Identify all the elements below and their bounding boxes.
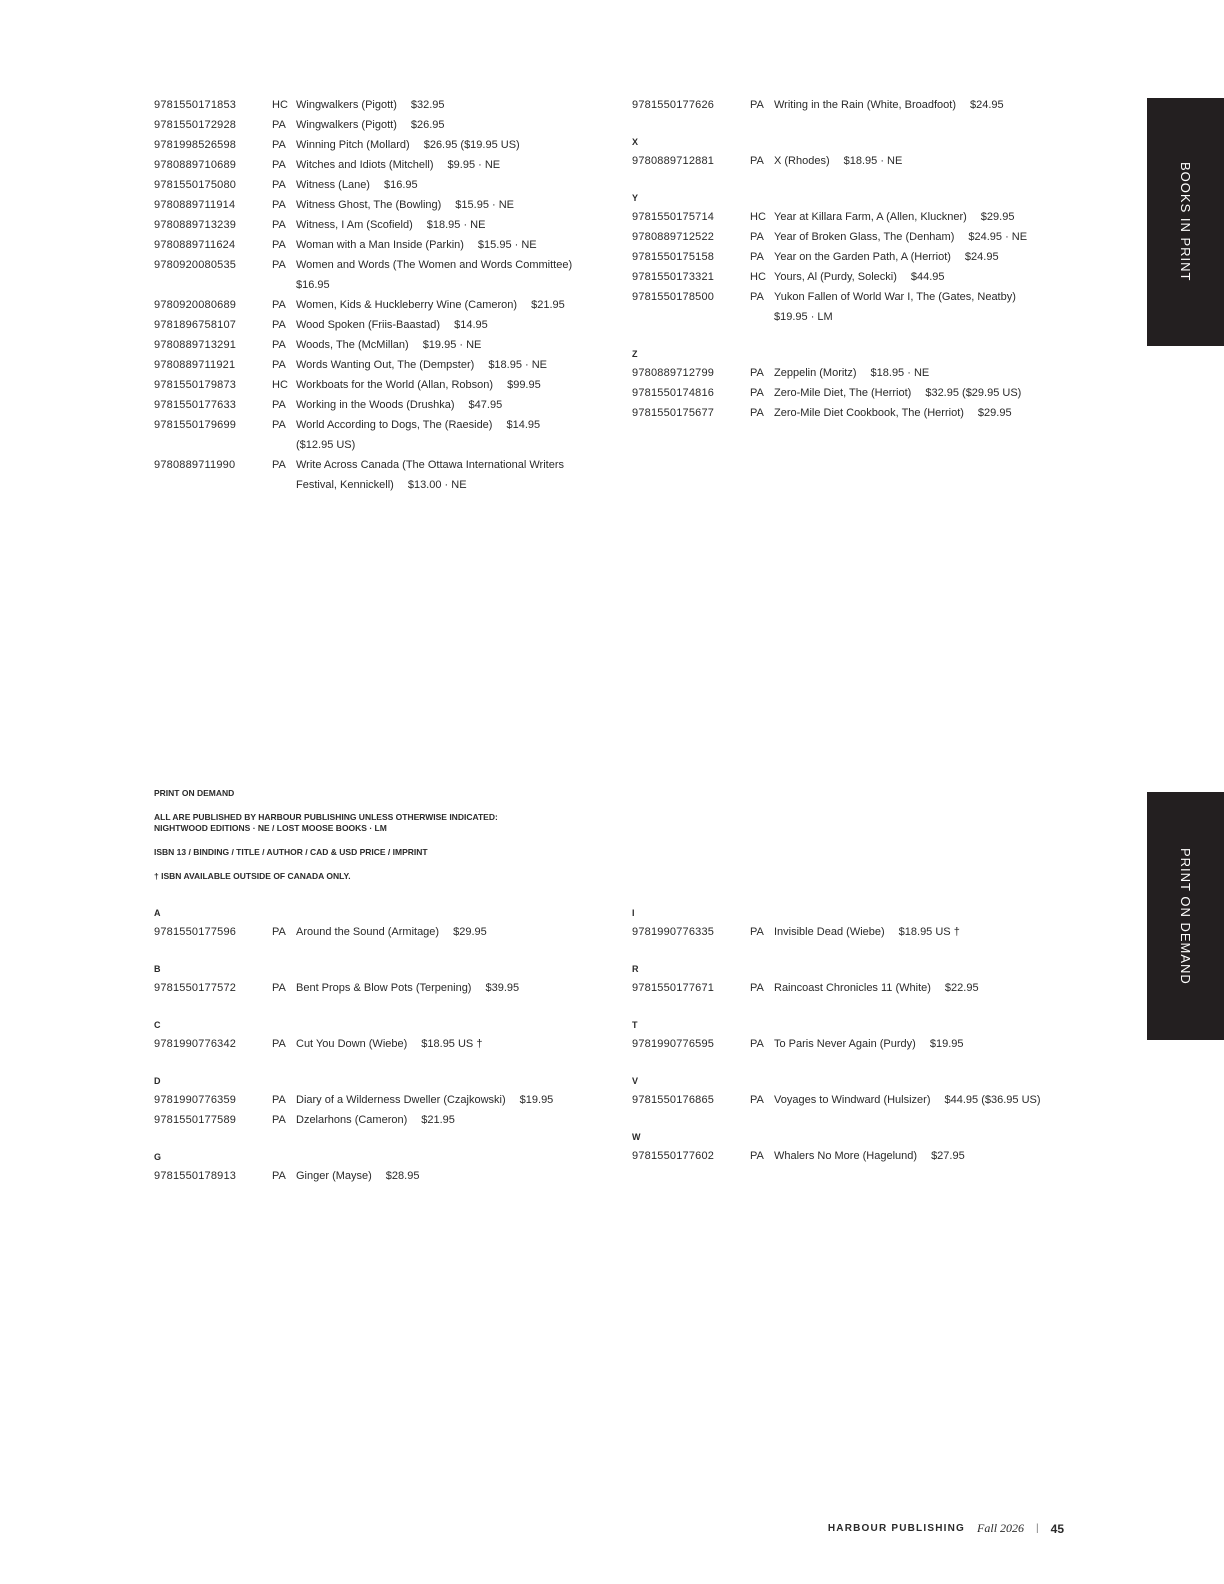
section-letter: Y (632, 193, 639, 203)
isbn: 9781550175158 (632, 251, 715, 263)
book-price: $29.95 (453, 926, 487, 938)
book-title: Diary of a Wilderness Dweller (Czajkowski) (296, 1094, 506, 1106)
isbn: 9781990776342 (154, 1038, 237, 1050)
binding: PA (272, 159, 286, 171)
isbn: 9780889711624 (154, 239, 236, 251)
book-price: $29.95 (977, 407, 1012, 419)
book-row (154, 315, 574, 335)
book-price: $21.95 (421, 1114, 455, 1126)
binding: PA (750, 99, 764, 111)
book-row (632, 247, 1072, 267)
isbn: 9781550177602 (632, 1150, 715, 1162)
book-description (296, 255, 574, 295)
book-title: Bent Props & Blow Pots (Terpening) (296, 982, 472, 994)
book-price: $44.95 (910, 271, 945, 283)
section-letter: V (632, 1076, 639, 1086)
book-title: Invisible Dead (Wiebe) (774, 926, 885, 938)
binding: HC (272, 379, 288, 391)
book-price: $15.95 · NE (455, 199, 514, 211)
book-price: $39.95 (485, 982, 520, 994)
book-title: Wingwalkers (Pigott) (296, 99, 397, 111)
binding: PA (750, 1038, 764, 1050)
book-price: $21.95 (531, 299, 565, 311)
isbn: 9780889711914 (154, 199, 236, 211)
book-description (296, 295, 574, 315)
isbn: 9781550179699 (154, 419, 237, 431)
book-row (154, 455, 574, 495)
books-in-print-tab[interactable] (1147, 98, 1224, 346)
book-row (154, 375, 574, 395)
book-title: Around the Sound (Armitage) (296, 926, 440, 938)
isbn: 9780889713291 (154, 339, 237, 351)
section-letter: I (632, 908, 635, 918)
book-row (154, 115, 574, 135)
book-row (632, 1034, 1072, 1054)
book-description (774, 227, 1072, 247)
binding: PA (750, 407, 764, 419)
book-price: $18.95 US † (898, 926, 960, 938)
book-title: X (Rhodes) (774, 155, 830, 167)
book-title: Working in the Woods (Drushka) (296, 399, 455, 411)
binding: PA (750, 251, 764, 263)
page-number: 45 (1050, 1521, 1064, 1536)
book-description (296, 1166, 574, 1186)
book-description (296, 235, 574, 255)
binding: PA (750, 1150, 764, 1162)
pod-left-column (154, 904, 574, 1186)
book-description (774, 383, 1072, 403)
book-title: Woman with a Man Inside (Parkin) (296, 239, 464, 251)
book-title: Zero-Mile Diet Cookbook, The (Herriot) (774, 407, 964, 419)
isbn: 9781550174816 (632, 387, 715, 399)
isbn: 9781550171853 (154, 99, 237, 111)
book-title: To Paris Never Again (Purdy) (774, 1038, 916, 1050)
book-title: Witness (Lane) (296, 179, 370, 191)
book-price: $16.95 (383, 179, 418, 191)
book-row (632, 978, 1072, 998)
book-price: $26.95 ($19.95 US) (423, 139, 520, 151)
footer-separator: | (1036, 1523, 1039, 1534)
binding: PA (272, 139, 286, 151)
section-letter: G (154, 1152, 162, 1162)
book-price: $32.95 (410, 99, 445, 111)
binding: PA (272, 319, 286, 331)
book-description (774, 151, 1072, 171)
section-letter: C (154, 1020, 161, 1030)
isbn: 9780889711921 (154, 359, 236, 371)
book-title: Year on the Garden Path, A (Herriot) (774, 251, 951, 263)
isbn: 9781550175080 (154, 179, 237, 191)
book-title: Write Across Canada (The Ottawa International Writers Festival, Kennickell) (296, 459, 564, 491)
binding: PA (272, 179, 286, 191)
footer-publisher: HARBOUR PUBLISHING (827, 1523, 966, 1534)
binding: PA (750, 926, 764, 938)
book-description (774, 922, 1072, 942)
binding: PA (750, 1094, 764, 1106)
book-description (774, 267, 1072, 287)
book-title: Wood Spoken (Friis-Baastad) (296, 319, 441, 331)
book-row (632, 1146, 1072, 1166)
book-row (154, 95, 574, 115)
book-title: Ginger (Mayse) (296, 1170, 372, 1182)
binding: PA (272, 119, 286, 131)
book-price: $15.95 · NE (477, 239, 537, 251)
section-letter: Z (632, 349, 638, 359)
binding: PA (272, 1114, 286, 1126)
isbn: 9781550177633 (154, 399, 237, 411)
binding: PA (750, 982, 764, 994)
isbn: 9780889712881 (632, 155, 715, 167)
isbn: 9780920080535 (154, 259, 237, 271)
book-title: Zeppelin (Moritz) (774, 367, 857, 379)
section-letter: T (632, 1020, 638, 1030)
book-description (296, 1034, 574, 1054)
bip-left-column (154, 95, 574, 495)
isbn: 9781990776595 (632, 1038, 715, 1050)
book-price: $28.95 (385, 1170, 420, 1182)
book-row (154, 175, 574, 195)
isbn: 9781550179873 (154, 379, 237, 391)
pod-title: PRINT ON DEMAND (154, 788, 235, 798)
book-row (154, 195, 574, 215)
book-description (296, 315, 574, 335)
book-description (296, 115, 574, 135)
binding: PA (272, 459, 286, 471)
book-title: Witches and Idiots (Mitchell) (296, 159, 434, 171)
book-description (774, 403, 1072, 423)
binding: HC (272, 99, 288, 111)
book-row (632, 403, 1072, 423)
book-row (154, 978, 574, 998)
book-description (774, 207, 1072, 227)
book-title: Zero-Mile Diet, The (Herriot) (774, 387, 912, 399)
pod-publisher-note (154, 812, 498, 834)
book-row (632, 267, 1072, 287)
binding: PA (272, 399, 286, 411)
isbn: 9781990776335 (632, 926, 715, 938)
book-description (774, 95, 1072, 115)
book-price: $19.95 · NE (422, 339, 482, 351)
book-description (296, 455, 574, 495)
isbn: 9781550173321 (632, 271, 715, 283)
book-row (154, 335, 574, 355)
section-letter: D (154, 1076, 161, 1086)
book-title: Wingwalkers (Pigott) (296, 119, 397, 131)
book-description (774, 247, 1072, 267)
pod-right-column (632, 904, 1072, 1166)
binding: PA (272, 419, 286, 431)
book-row (154, 135, 574, 155)
book-row (154, 235, 574, 255)
book-row (632, 95, 1072, 115)
book-row (632, 151, 1072, 171)
book-description (296, 978, 574, 998)
book-price: $27.95 (931, 1150, 965, 1162)
isbn: 9781550177596 (154, 926, 237, 938)
isbn: 9781896758107 (154, 319, 237, 331)
book-price: $19.95 · LM (774, 311, 833, 323)
book-description (774, 1090, 1072, 1110)
binding: PA (750, 387, 764, 399)
book-price: $18.95 · NE (488, 359, 548, 371)
isbn: 9781550176865 (632, 1094, 715, 1106)
pod-header (154, 788, 498, 895)
isbn: 9780889712522 (632, 231, 715, 243)
binding: PA (750, 155, 764, 167)
book-price: $22.95 (944, 982, 979, 994)
book-price: $47.95 (468, 399, 503, 411)
pod-columns-legend: ISBN 13 / BINDING / TITLE / AUTHOR / CAD & USD PRICE / IMPRINT (154, 847, 428, 857)
book-row (154, 1166, 574, 1186)
book-description (296, 175, 574, 195)
book-title: Whalers No More (Hagelund) (774, 1150, 918, 1162)
book-row (154, 1034, 574, 1054)
book-row (154, 155, 574, 175)
book-price: $14.95 (454, 319, 488, 331)
book-description (296, 195, 574, 215)
book-row (154, 922, 574, 942)
book-title: Voyages to Windward (Hulsizer) (774, 1094, 931, 1106)
book-price: $24.95 (964, 251, 999, 263)
book-description (296, 395, 574, 415)
isbn: 9780889710689 (154, 159, 237, 171)
book-price: $18.95 · NE (870, 367, 930, 379)
book-title: Witness Ghost, The (Bowling) (296, 199, 442, 211)
binding: PA (272, 1038, 286, 1050)
book-price: $18.95 · NE (426, 219, 486, 231)
section-letter: B (154, 964, 161, 974)
book-title: Writing in the Rain (White, Broadfoot) (774, 99, 956, 111)
book-price: $14.95 ($12.95 US) (296, 419, 541, 451)
book-price: $13.00 · NE (407, 479, 467, 491)
isbn: 9781550172928 (154, 119, 237, 131)
book-description (774, 1034, 1072, 1054)
book-title: Witness, I Am (Scofield) (296, 219, 413, 231)
binding: PA (750, 231, 764, 243)
binding: PA (272, 339, 286, 351)
book-title: Workboats for the World (Allan, Robson) (296, 379, 494, 391)
book-title: Winning Pitch (Mollard) (296, 139, 410, 151)
book-description (774, 287, 1072, 327)
book-title: Dzelarhons (Cameron) (296, 1114, 408, 1126)
isbn: 9780889712799 (632, 367, 715, 379)
book-row (154, 415, 574, 455)
binding: HC (750, 271, 766, 283)
isbn: 9781550177626 (632, 99, 715, 111)
book-description (296, 922, 574, 942)
isbn: 9781998526598 (154, 139, 237, 151)
binding: PA (750, 367, 764, 379)
book-description (296, 375, 574, 395)
binding: PA (272, 359, 286, 371)
book-price: $18.95 · NE (843, 155, 903, 167)
book-row (154, 355, 574, 375)
book-price: $32.95 ($29.95 US) (925, 387, 1022, 399)
book-row (632, 1090, 1072, 1110)
book-description (296, 95, 574, 115)
section-letter: A (154, 908, 161, 918)
book-price: $99.95 (507, 379, 541, 391)
book-description (296, 355, 574, 375)
book-price: $24.95 · NE (968, 231, 1028, 243)
book-title: Year of Broken Glass, The (Denham) (774, 231, 955, 243)
book-price: $24.95 (969, 99, 1004, 111)
book-price: $19.95 (519, 1094, 554, 1106)
isbn: 9781550175714 (632, 211, 715, 223)
book-row (632, 363, 1072, 383)
book-description (296, 415, 574, 455)
book-title: Yours, Al (Purdy, Solecki) (774, 271, 897, 283)
binding: PA (272, 259, 286, 271)
book-row (632, 287, 1072, 327)
binding: PA (272, 239, 286, 251)
page-footer (828, 1521, 1064, 1536)
section-letter: W (632, 1132, 641, 1142)
pod-footnote: † ISBN AVAILABLE OUTSIDE OF CANADA ONLY. (154, 871, 351, 881)
isbn: 9781550178500 (632, 291, 715, 303)
section-letter: R (632, 964, 639, 974)
book-row (632, 227, 1072, 247)
isbn: 9781550177572 (154, 982, 237, 994)
books-in-print-tab-label: BOOKS IN PRINT (1178, 162, 1193, 282)
book-title: Raincoast Chronicles 11 (White) (774, 982, 931, 994)
book-description (774, 1146, 1072, 1166)
section-letter: X (632, 137, 639, 147)
book-description (296, 135, 574, 155)
binding: PA (272, 1170, 286, 1182)
isbn: 9780889713239 (154, 219, 237, 231)
book-row (154, 255, 574, 295)
book-price: $9.95 · NE (447, 159, 501, 171)
binding: HC (750, 211, 766, 223)
bip-right-column (632, 95, 1072, 423)
book-price: $19.95 (929, 1038, 964, 1050)
book-row (154, 1110, 574, 1130)
book-title: World According to Dogs, The (Raeside) (296, 419, 493, 431)
isbn: 9781550177671 (632, 982, 715, 994)
binding: PA (272, 926, 286, 938)
book-title: Women, Kids & Huckleberry Wine (Cameron) (296, 299, 518, 311)
footer-season: Fall 2026 (977, 1521, 1025, 1535)
isbn: 9781550175677 (632, 407, 715, 419)
book-price: $18.95 US † (421, 1038, 483, 1050)
isbn: 9781550178913 (154, 1170, 237, 1182)
book-description (296, 215, 574, 235)
isbn: 9780889711990 (154, 459, 236, 471)
book-description (774, 978, 1072, 998)
book-description (296, 335, 574, 355)
pod-publisher-line-2: NIGHTWOOD EDITIONS · NE / LOST MOOSE BOOKS · LM (154, 823, 387, 833)
book-title: Words Wanting Out, The (Dempster) (296, 359, 475, 371)
book-description (296, 155, 574, 175)
book-price: $26.95 (410, 119, 445, 131)
binding: PA (272, 299, 286, 311)
pod-publisher-line-1: ALL ARE PUBLISHED BY HARBOUR PUBLISHING UNLESS OTHERWISE INDICATED: (154, 812, 498, 822)
book-title: Cut You Down (Wiebe) (296, 1038, 408, 1050)
print-on-demand-tab-label: PRINT ON DEMAND (1178, 847, 1193, 985)
book-row (632, 383, 1072, 403)
book-title: Woods, The (McMillan) (296, 339, 409, 351)
book-row (154, 1090, 574, 1110)
book-title: Yukon Fallen of World War I, The (Gates, Neatby) (774, 291, 1016, 303)
book-price: $29.95 (980, 211, 1015, 223)
binding: PA (272, 199, 286, 211)
book-row (154, 395, 574, 415)
isbn: 9781550177589 (154, 1114, 237, 1126)
book-title: Women and Words (The Women and Words Committee) (296, 259, 573, 271)
book-description (296, 1090, 574, 1110)
binding: PA (272, 1094, 286, 1106)
isbn: 9781990776359 (154, 1094, 237, 1106)
binding: PA (272, 219, 286, 231)
isbn: 9780920080689 (154, 299, 237, 311)
book-description (296, 1110, 574, 1130)
book-row (154, 215, 574, 235)
binding: PA (272, 982, 286, 994)
binding: PA (750, 291, 764, 303)
book-row (632, 207, 1072, 227)
book-row (632, 922, 1072, 942)
book-price: $44.95 ($36.95 US) (944, 1094, 1041, 1106)
book-row (154, 295, 574, 315)
book-title: Year at Killara Farm, A (Allen, Kluckner) (774, 211, 967, 223)
print-on-demand-tab[interactable] (1147, 792, 1224, 1040)
book-description (774, 363, 1072, 383)
book-price: $16.95 (296, 279, 330, 291)
